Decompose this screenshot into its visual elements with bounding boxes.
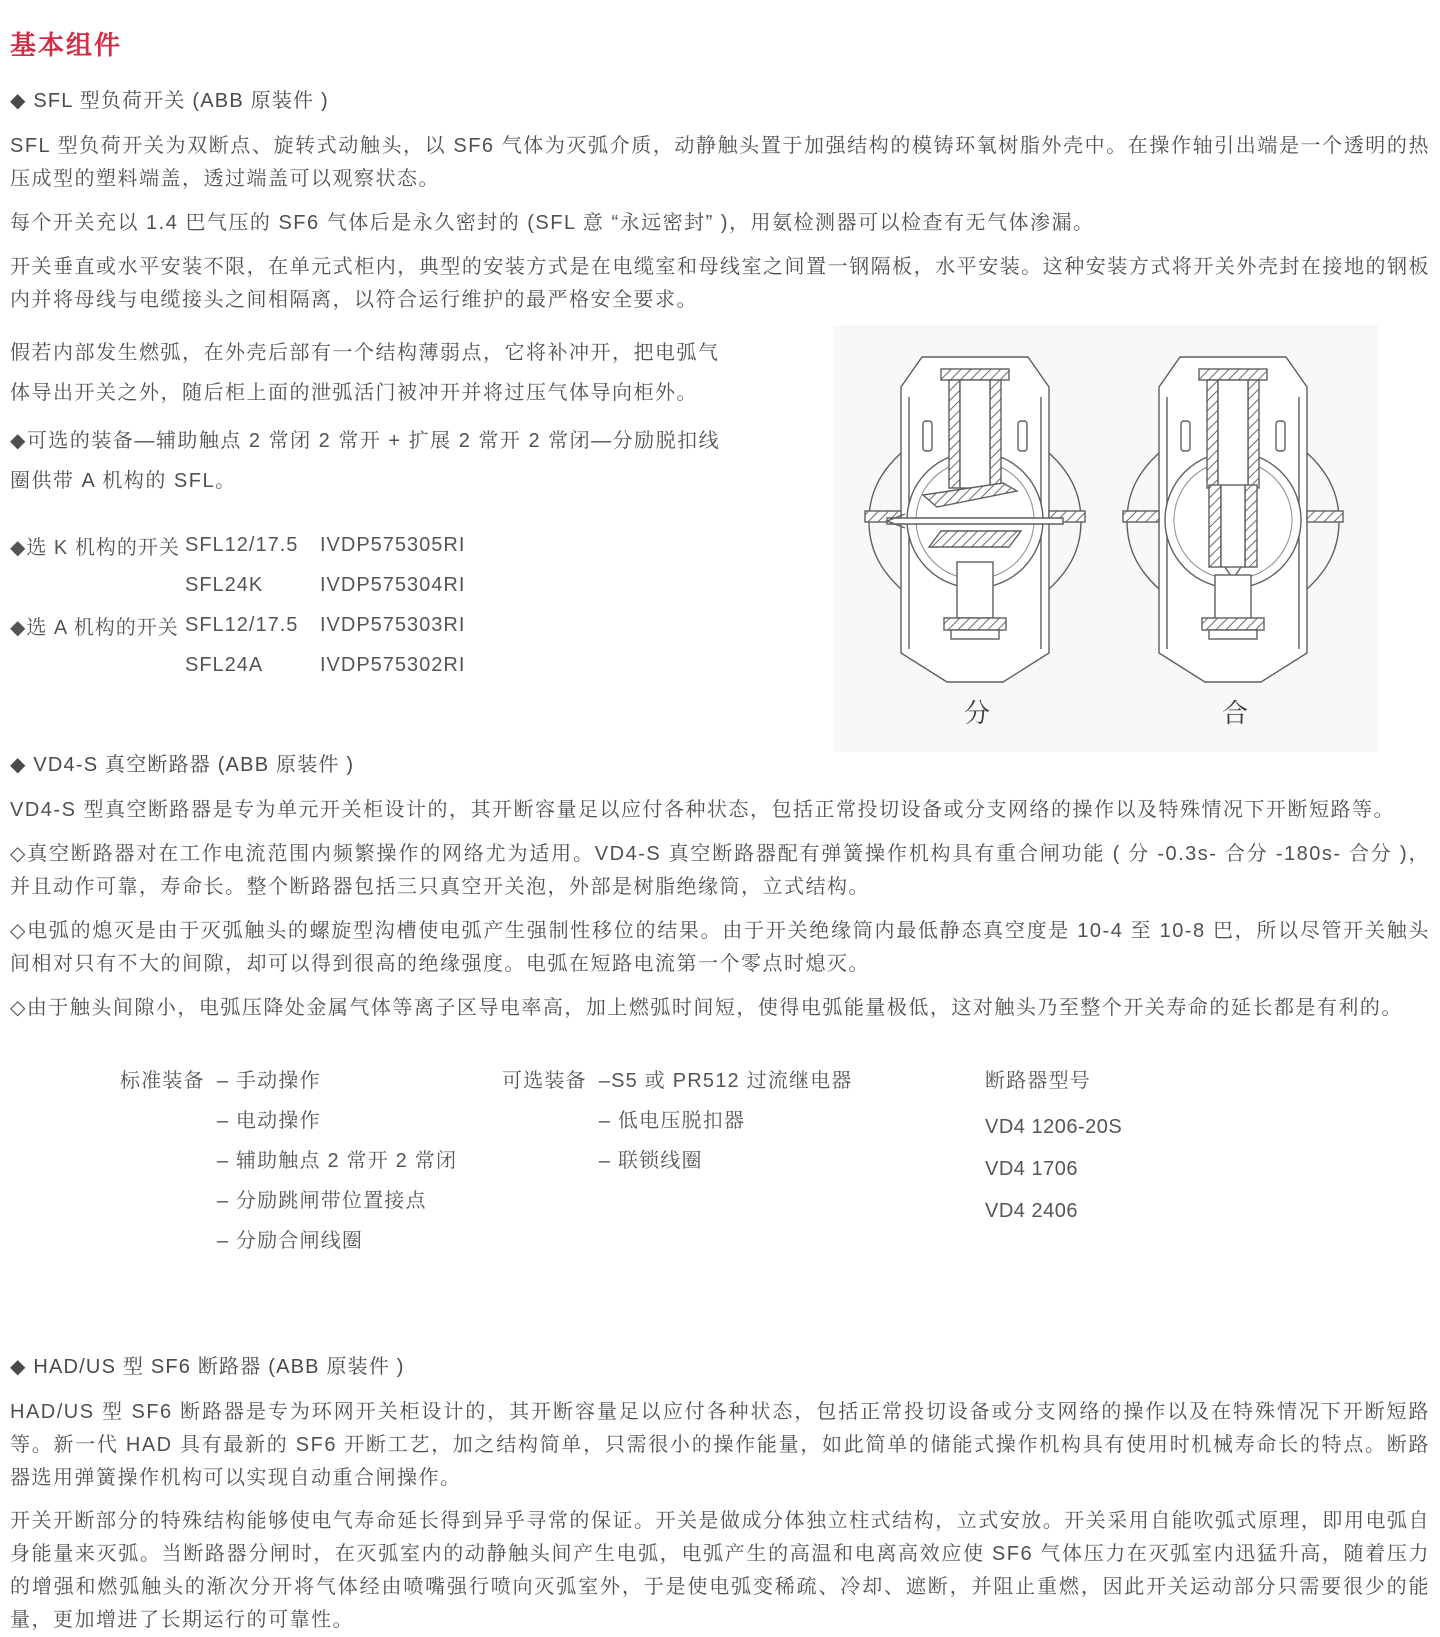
list-item: – 联锁线圈 — [598, 1150, 703, 1172]
list-item: –S5 或 PR512 过流继电器 — [598, 1070, 853, 1092]
page-title: 基本组件 — [10, 30, 123, 60]
had-paragraph-1: HAD/US 型 SF6 断路器是专为环网开关柜设计的，其开断容量足以应付各种状态，包括正常投切设备或分支网络的操作以及在特殊情况下开断短路等。新一代 HAD 具有最新的 SF6 开断工艺，加之结构简单，只需很小的操作能量，如此简单的储能式操作机构具有使用时机械寿命长的特点。断路器选用弹簧操作机构可以实现自动重合闸操作。 — [10, 1401, 1430, 1489]
model-row-label: ◆选 A 机构的开关 — [10, 616, 179, 639]
list-item: VD4 1206-20S — [985, 1116, 1123, 1138]
breaker-model-title: 断路器型号 — [985, 1070, 1091, 1092]
had-paragraph-2: 开关开断部分的特殊结构能够使电气寿命延长得到异乎寻常的保证。开关是做成分体独立柱式结构，立式安放。开关采用自能吹弧式原理，即用电弧自身能量来灭弧。当断路器分闸时，在灭弧室内的动静触头间产生电弧，电弧产生的高温和电离高效应使 SF6 气体压力在灭弧室内迅猛升高，随着压力的增强和燃弧触头的渐次分开将气体经由喷嘴强行喷向灭弧室外，于是使电弧变稀疏、冷却、遮断，并阻止重燃，因此开关运动部分只需要很少的能量，更加增进了长期运行的可靠性。 — [10, 1510, 1430, 1631]
optional-equipment-column — [502, 1067, 853, 1187]
table-row — [10, 525, 810, 565]
list-item: – 分励合闸线圈 — [216, 1230, 364, 1252]
model-code: IVDP575304RI — [320, 573, 466, 596]
standard-equipment-title: 标准装备 — [120, 1070, 205, 1092]
model-name: SFL24K — [185, 573, 264, 596]
list-item: VD4 2406 — [985, 1200, 1078, 1222]
sfl-figure-open — [865, 357, 1085, 682]
optional-equipment-title: 可选装备 — [502, 1070, 587, 1092]
optional-equipment-items — [599, 1067, 853, 1187]
vd4-paragraph-1: VD4-S 型真空断路器是专为单元开关柜设计的，其开断容量足以应付各种状态，包括正常投切设备或分支网络的操作以及特殊情况下开断短路等。 — [10, 799, 1395, 821]
sfl-paragraph-5: ◆可选的装备—辅助触点 2 常闭 2 常开 + 扩展 2 常开 2 常闭—分励脱扣线圈供带 A 机构的 SFL。 — [10, 430, 721, 492]
table-row — [10, 605, 810, 645]
sfl-paragraph-4: 假若内部发生燃弧，在外壳后部有一个结构薄弱点，它将补冲开，把电弧气体导出开关之外，随后柜上面的泄弧活门被冲开并将过压气体导向柜外。 — [10, 342, 720, 404]
sfl-paragraph-2: 每个开关充以 1.4 巴气压的 SF6 气体后是永久密封的 (SFL 意 “永远密封” )，用氨检测器可以检查有无气体渗漏。 — [10, 212, 1095, 234]
list-item: – 手动操作 — [216, 1070, 321, 1092]
list-item: – 分励跳闸带位置接点 — [216, 1190, 427, 1212]
vd4-paragraph-3: ◇电弧的熄灭是由于灭弧触头的螺旋型沟槽使电弧产生强制性移位的结果。由于开关绝缘筒内最低静态真空度是 10-4 至 10-8 巴，所以尽管开关触头间相对只有不大的间隙，却可以得到很高的绝缘强度。电弧在短路电流第一个零点时熄灭。 — [10, 920, 1430, 975]
list-item: – 低电压脱扣器 — [598, 1110, 746, 1132]
model-name: SFL24A — [185, 653, 264, 676]
table-row — [10, 645, 810, 685]
vd4-paragraph-4: ◇由于触头间隙小，电弧压降处金属气体等离子区导电率高，加上燃弧时间短，使得电弧能量极低，这对触头乃至整个开关寿命的延长都是有利的。 — [10, 997, 1403, 1019]
sfl-paragraph-3: 开关垂直或水平安装不限，在单元式柜内，典型的安装方式是在电缆室和母线室之间置一钢隔板，水平安装。这种安装方式将开关外壳封在接地的钢板内并将母线与电缆接头之间相隔离，以符合运行维护的最严格安全要求。 — [10, 256, 1430, 311]
sfl-text-and-diagram-row — [10, 325, 1430, 752]
list-item: – 电动操作 — [216, 1110, 321, 1132]
standard-equipment-items — [217, 1067, 457, 1267]
standard-equipment-column — [120, 1067, 457, 1267]
figure-label-open: 分 — [963, 698, 991, 728]
sfl-left-column — [10, 325, 810, 685]
model-name: SFL12/17.5 — [185, 533, 299, 556]
model-row-label: ◆选 K 机构的开关 — [10, 536, 180, 559]
breaker-model-column — [985, 1067, 1122, 1239]
vd4-paragraph-2: ◇真空断路器对在工作电流范围内频繁操作的网络尤为适用。VD4-S 真空断路器配有弹簧操作机构具有重合闸功能 ( 分 -0.3s- 合分 -180s- 合分 )，并且动作可靠，寿命长。整个断路器包括三只真空开关泡，外部是树脂绝缘筒，立式结构。 — [10, 843, 1430, 898]
sfl-figure-closed — [1123, 357, 1343, 682]
table-row — [10, 565, 810, 605]
vd4-equipment-columns — [10, 1067, 1430, 1282]
section-sfl — [10, 88, 1430, 752]
sfl-model-table — [10, 525, 810, 685]
breaker-model-items — [985, 1113, 1122, 1239]
sfl-cross-section-diagram — [833, 325, 1378, 752]
had-heading: ◆ HAD/US 型 SF6 断路器 (ABB 原装件 ) — [10, 1356, 405, 1378]
model-code: IVDP575303RI — [320, 613, 466, 636]
model-name: SFL12/17.5 — [185, 613, 299, 636]
vd4-heading: ◆ VD4-S 真空断路器 (ABB 原装件 ) — [10, 754, 355, 776]
section-vd4 — [10, 752, 1430, 1282]
sfl-heading: ◆ SFL 型负荷开关 (ABB 原装件 ) — [10, 90, 329, 112]
model-code: IVDP575305RI — [320, 533, 466, 556]
list-item: – 辅助触点 2 常开 2 常闭 — [216, 1150, 458, 1172]
sfl-diagram-drawing — [833, 325, 1378, 752]
list-item: VD4 1706 — [985, 1158, 1078, 1180]
section-had — [10, 1354, 1430, 1637]
figure-label-closed: 合 — [1221, 698, 1249, 728]
model-code: IVDP575302RI — [320, 653, 466, 676]
sfl-paragraph-1: SFL 型负荷开关为双断点、旋转式动触头，以 SF6 气体为灭弧介质，动静触头置于加强结构的模铸环氧树脂外壳中。在操作轴引出端是一个透明的热压成型的塑料端盖，透过端盖可以观察状态。 — [10, 135, 1430, 190]
